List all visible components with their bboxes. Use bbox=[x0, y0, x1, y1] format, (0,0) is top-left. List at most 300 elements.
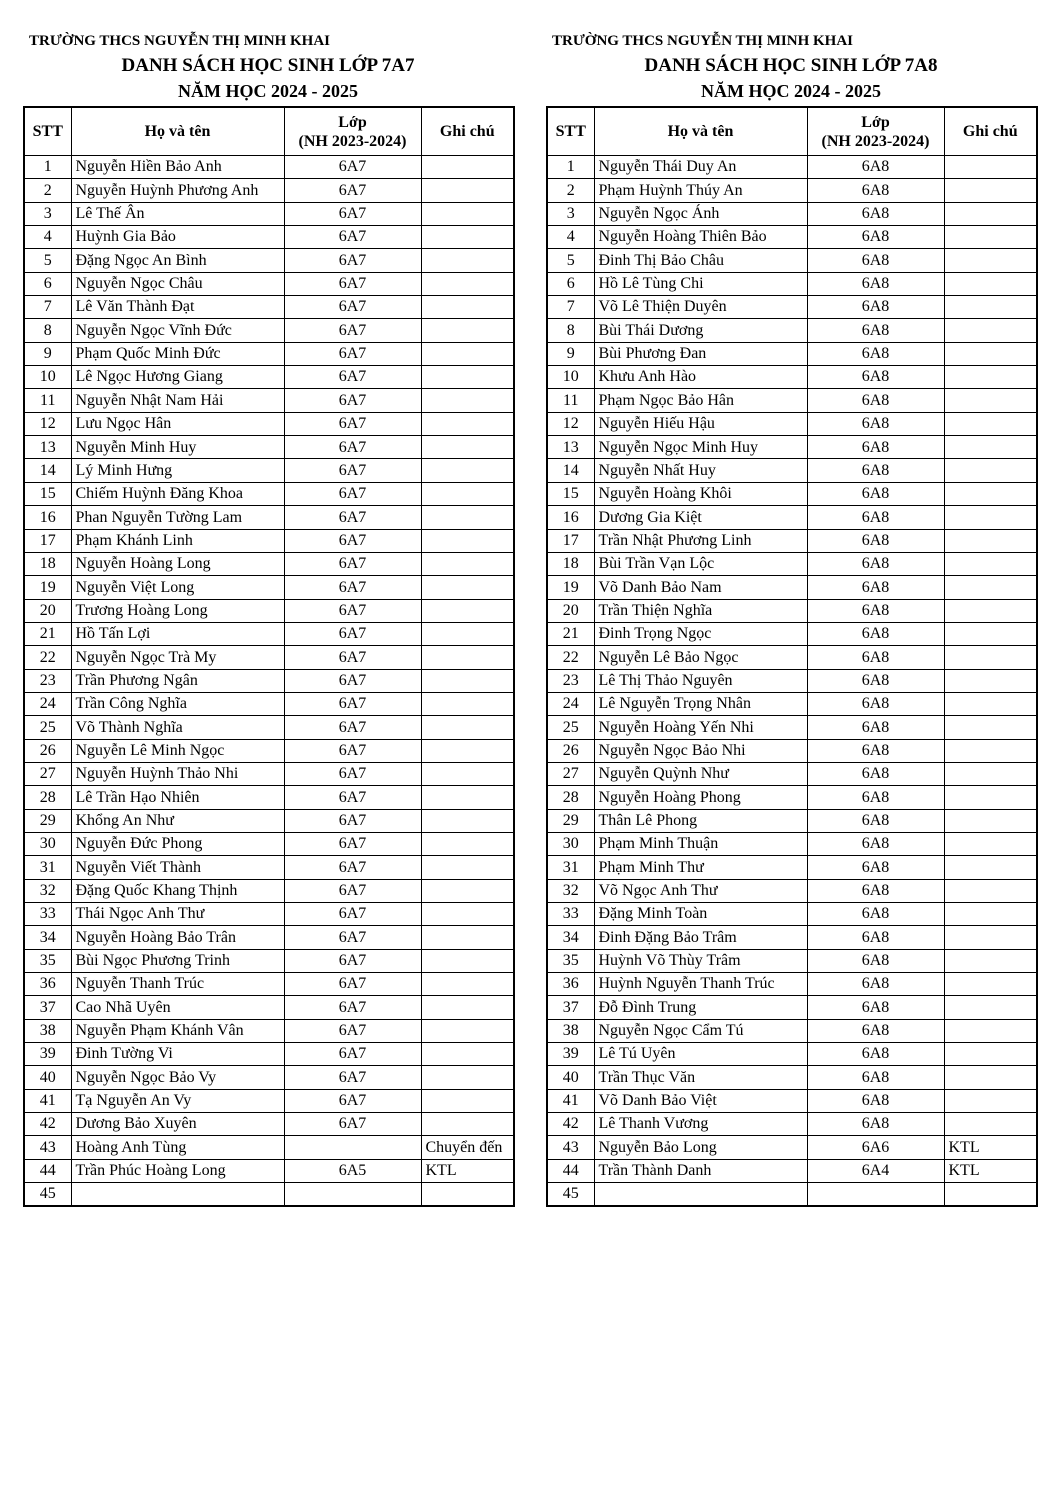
column-header-class-line2: (NH 2023-2024) bbox=[821, 132, 930, 150]
note bbox=[944, 436, 1037, 459]
note bbox=[944, 319, 1037, 342]
column-header-stt: STT bbox=[24, 107, 71, 156]
note bbox=[421, 856, 514, 879]
table-row bbox=[547, 762, 1037, 785]
student-name: Khổng An Như bbox=[71, 809, 284, 832]
student-name: Hồ Lê Tùng Chi bbox=[594, 272, 807, 295]
table-row bbox=[547, 1136, 1037, 1159]
previous-class: 6A8 bbox=[807, 482, 944, 505]
student-name: Võ Danh Bảo Việt bbox=[594, 1089, 807, 1112]
note bbox=[421, 926, 514, 949]
row-number: 33 bbox=[24, 903, 71, 926]
note bbox=[421, 506, 514, 529]
previous-class: 6A8 bbox=[807, 552, 944, 575]
student-name: Lê Thế Ân bbox=[71, 202, 284, 225]
note bbox=[421, 1066, 514, 1089]
table-row bbox=[547, 459, 1037, 482]
student-name: Nguyễn Lê Minh Ngọc bbox=[71, 739, 284, 762]
table-row bbox=[547, 856, 1037, 879]
note bbox=[421, 973, 514, 996]
column-header-class bbox=[284, 107, 421, 156]
row-number: 11 bbox=[24, 389, 71, 412]
column-header-class-line1: Lớp bbox=[861, 113, 890, 131]
row-number: 24 bbox=[24, 692, 71, 715]
note bbox=[421, 1019, 514, 1042]
row-number: 28 bbox=[547, 786, 594, 809]
row-number: 27 bbox=[547, 762, 594, 785]
table-row bbox=[24, 389, 514, 412]
student-name: Nguyễn Đức Phong bbox=[71, 832, 284, 855]
previous-class: 6A7 bbox=[284, 1019, 421, 1042]
table-row bbox=[24, 1066, 514, 1089]
previous-class: 6A7 bbox=[284, 996, 421, 1019]
note: KTL bbox=[944, 1136, 1037, 1159]
row-number: 26 bbox=[547, 739, 594, 762]
row-number: 12 bbox=[24, 412, 71, 435]
row-number: 40 bbox=[24, 1066, 71, 1089]
previous-class: 6A8 bbox=[807, 576, 944, 599]
table-row bbox=[24, 903, 514, 926]
row-number: 21 bbox=[547, 622, 594, 645]
student-name: Thái Ngọc Anh Thư bbox=[71, 903, 284, 926]
header-row bbox=[547, 107, 1037, 156]
student-name: Nguyễn Ngọc Vĩnh Đức bbox=[71, 319, 284, 342]
previous-class: 6A7 bbox=[284, 949, 421, 972]
previous-class: 6A8 bbox=[807, 832, 944, 855]
table-row bbox=[24, 1183, 514, 1206]
table-row bbox=[24, 1113, 514, 1136]
row-number: 36 bbox=[24, 973, 71, 996]
previous-class: 6A7 bbox=[284, 762, 421, 785]
note bbox=[421, 996, 514, 1019]
note bbox=[944, 1066, 1037, 1089]
table-row bbox=[24, 809, 514, 832]
student-name: Võ Lê Thiện Duyên bbox=[594, 296, 807, 319]
table-row bbox=[24, 692, 514, 715]
note bbox=[944, 692, 1037, 715]
note bbox=[421, 226, 514, 249]
student-name: Võ Thành Nghĩa bbox=[71, 716, 284, 739]
table-row bbox=[547, 832, 1037, 855]
row-number: 9 bbox=[547, 342, 594, 365]
row-number: 20 bbox=[24, 599, 71, 622]
previous-class: 6A8 bbox=[807, 973, 944, 996]
student-name: Nguyễn Hoàng Bảo Trân bbox=[71, 926, 284, 949]
row-number: 38 bbox=[547, 1019, 594, 1042]
column-header-note: Ghi chú bbox=[944, 107, 1037, 156]
student-name: Huỳnh Nguyễn Thanh Trúc bbox=[594, 973, 807, 996]
row-number: 2 bbox=[24, 179, 71, 202]
note bbox=[944, 739, 1037, 762]
note bbox=[944, 1113, 1037, 1136]
table-row bbox=[547, 926, 1037, 949]
note bbox=[944, 973, 1037, 996]
previous-class: 6A8 bbox=[807, 202, 944, 225]
table-row bbox=[24, 1089, 514, 1112]
student-name: Nguyễn Ngọc Minh Huy bbox=[594, 436, 807, 459]
student-name: Lê Ngọc Hương Giang bbox=[71, 366, 284, 389]
table-row bbox=[24, 272, 514, 295]
row-number: 16 bbox=[24, 506, 71, 529]
table-row bbox=[547, 249, 1037, 272]
row-number: 14 bbox=[547, 459, 594, 482]
row-number: 31 bbox=[24, 856, 71, 879]
table-row bbox=[547, 226, 1037, 249]
previous-class: 6A8 bbox=[807, 926, 944, 949]
previous-class: 6A8 bbox=[807, 856, 944, 879]
note bbox=[944, 856, 1037, 879]
student-name: Nguyễn Hoàng Long bbox=[71, 552, 284, 575]
previous-class: 6A8 bbox=[807, 436, 944, 459]
row-number: 7 bbox=[547, 296, 594, 319]
note bbox=[944, 786, 1037, 809]
student-name: Nguyễn Quỳnh Như bbox=[594, 762, 807, 785]
table-row bbox=[547, 1066, 1037, 1089]
row-number: 35 bbox=[547, 949, 594, 972]
previous-class: 6A7 bbox=[284, 739, 421, 762]
student-name: Hồ Tấn Lợi bbox=[71, 622, 284, 645]
note bbox=[421, 646, 514, 669]
previous-class: 6A7 bbox=[284, 552, 421, 575]
table-row bbox=[24, 622, 514, 645]
row-number: 39 bbox=[24, 1043, 71, 1066]
row-number: 7 bbox=[24, 296, 71, 319]
note bbox=[944, 646, 1037, 669]
row-number: 16 bbox=[547, 506, 594, 529]
row-number: 43 bbox=[24, 1136, 71, 1159]
student-table bbox=[23, 106, 515, 1207]
note bbox=[944, 576, 1037, 599]
column-header-name: Họ và tên bbox=[71, 107, 284, 156]
note bbox=[421, 529, 514, 552]
row-number: 36 bbox=[547, 973, 594, 996]
row-number: 44 bbox=[24, 1159, 71, 1182]
row-number: 17 bbox=[24, 529, 71, 552]
previous-class: 6A8 bbox=[807, 879, 944, 902]
note bbox=[944, 716, 1037, 739]
row-number: 45 bbox=[24, 1183, 71, 1206]
row-number: 33 bbox=[547, 903, 594, 926]
row-number: 6 bbox=[24, 272, 71, 295]
table-row bbox=[547, 389, 1037, 412]
table-row bbox=[547, 436, 1037, 459]
table-row bbox=[24, 412, 514, 435]
previous-class: 6A8 bbox=[807, 156, 944, 179]
previous-class: 6A8 bbox=[807, 809, 944, 832]
student-name: Nguyễn Viết Thành bbox=[71, 856, 284, 879]
table-row bbox=[547, 272, 1037, 295]
note bbox=[944, 342, 1037, 365]
student-name: Lê Trần Hạo Nhiên bbox=[71, 786, 284, 809]
note bbox=[944, 762, 1037, 785]
previous-class: 6A8 bbox=[807, 692, 944, 715]
table-row bbox=[547, 576, 1037, 599]
table-row bbox=[24, 739, 514, 762]
note: KTL bbox=[944, 1159, 1037, 1182]
previous-class: 6A4 bbox=[807, 1159, 944, 1182]
row-number: 19 bbox=[24, 576, 71, 599]
table-row bbox=[547, 879, 1037, 902]
row-number: 1 bbox=[547, 156, 594, 179]
previous-class: 6A7 bbox=[284, 926, 421, 949]
student-name: Tạ Nguyễn An Vy bbox=[71, 1089, 284, 1112]
student-name: Phan Nguyễn Tường Lam bbox=[71, 506, 284, 529]
note bbox=[421, 762, 514, 785]
note bbox=[944, 202, 1037, 225]
student-name: Đỗ Đình Trung bbox=[594, 996, 807, 1019]
table-row bbox=[24, 249, 514, 272]
previous-class: 6A8 bbox=[807, 529, 944, 552]
table-row bbox=[547, 1183, 1037, 1206]
previous-class: 6A6 bbox=[807, 1136, 944, 1159]
previous-class: 6A7 bbox=[284, 389, 421, 412]
student-name: Khưu Anh Hào bbox=[594, 366, 807, 389]
note bbox=[421, 179, 514, 202]
column-header-name: Họ và tên bbox=[594, 107, 807, 156]
table-row bbox=[24, 552, 514, 575]
table-row bbox=[547, 412, 1037, 435]
student-name: Đinh Đặng Bảo Trâm bbox=[594, 926, 807, 949]
previous-class: 6A8 bbox=[807, 366, 944, 389]
previous-class: 6A7 bbox=[284, 1043, 421, 1066]
student-name: Lê Nguyễn Trọng Nhân bbox=[594, 692, 807, 715]
column-header-note: Ghi chú bbox=[421, 107, 514, 156]
note bbox=[421, 832, 514, 855]
note bbox=[944, 903, 1037, 926]
table-row bbox=[24, 529, 514, 552]
table-row bbox=[24, 762, 514, 785]
row-number: 44 bbox=[547, 1159, 594, 1182]
row-number: 28 bbox=[24, 786, 71, 809]
student-table bbox=[546, 106, 1038, 1207]
table-row bbox=[547, 1089, 1037, 1112]
note bbox=[421, 1113, 514, 1136]
previous-class: 6A7 bbox=[284, 1066, 421, 1089]
note bbox=[944, 459, 1037, 482]
student-name: Đặng Ngọc An Bình bbox=[71, 249, 284, 272]
note bbox=[421, 272, 514, 295]
row-number: 26 bbox=[24, 739, 71, 762]
previous-class: 6A7 bbox=[284, 156, 421, 179]
row-number: 13 bbox=[24, 436, 71, 459]
note bbox=[421, 809, 514, 832]
previous-class: 6A7 bbox=[284, 179, 421, 202]
previous-class: 6A7 bbox=[284, 272, 421, 295]
previous-class: 6A8 bbox=[807, 506, 944, 529]
list-title: DANH SÁCH HỌC SINH LỚP 7A7 bbox=[121, 55, 415, 76]
row-number: 42 bbox=[24, 1113, 71, 1136]
previous-class: 6A8 bbox=[807, 389, 944, 412]
row-number: 24 bbox=[547, 692, 594, 715]
table-row bbox=[24, 179, 514, 202]
row-number: 41 bbox=[24, 1089, 71, 1112]
previous-class: 6A8 bbox=[807, 669, 944, 692]
row-number: 5 bbox=[547, 249, 594, 272]
note bbox=[421, 1089, 514, 1112]
student-name: Bùi Ngọc Phương Trinh bbox=[71, 949, 284, 972]
table-row bbox=[24, 436, 514, 459]
student-name: Nguyễn Việt Long bbox=[71, 576, 284, 599]
row-number: 29 bbox=[547, 809, 594, 832]
table-row bbox=[24, 366, 514, 389]
student-name: Nguyễn Ngọc Châu bbox=[71, 272, 284, 295]
note bbox=[421, 412, 514, 435]
list-title: DANH SÁCH HỌC SINH LỚP 7A8 bbox=[644, 55, 938, 76]
table-row bbox=[24, 669, 514, 692]
row-number: 34 bbox=[24, 926, 71, 949]
previous-class: 6A7 bbox=[284, 436, 421, 459]
note bbox=[421, 249, 514, 272]
row-number: 32 bbox=[547, 879, 594, 902]
previous-class: 6A8 bbox=[807, 459, 944, 482]
school-name: TRƯỜNG THCS NGUYỄN THỊ MINH KHAI bbox=[29, 33, 331, 49]
previous-class: 6A7 bbox=[284, 296, 421, 319]
table-row bbox=[24, 599, 514, 622]
table-row bbox=[547, 692, 1037, 715]
table-row bbox=[547, 202, 1037, 225]
row-number: 12 bbox=[547, 412, 594, 435]
student-name: Phạm Minh Thư bbox=[594, 856, 807, 879]
note bbox=[421, 482, 514, 505]
student-name: Nguyễn Ngọc Cẩm Tú bbox=[594, 1019, 807, 1042]
student-name: Bùi Trần Vạn Lộc bbox=[594, 552, 807, 575]
table-row bbox=[547, 739, 1037, 762]
note bbox=[421, 342, 514, 365]
table-row bbox=[24, 856, 514, 879]
table-row bbox=[24, 319, 514, 342]
student-name: Phạm Minh Thuận bbox=[594, 832, 807, 855]
table-row bbox=[24, 202, 514, 225]
row-number: 31 bbox=[547, 856, 594, 879]
note bbox=[944, 226, 1037, 249]
table-row bbox=[24, 342, 514, 365]
school-name: TRƯỜNG THCS NGUYỄN THỊ MINH KHAI bbox=[552, 33, 854, 49]
row-number: 34 bbox=[547, 926, 594, 949]
header-row bbox=[24, 107, 514, 156]
student-name: Nguyễn Hoàng Thiên Bảo bbox=[594, 226, 807, 249]
student-name: Võ Danh Bảo Nam bbox=[594, 576, 807, 599]
previous-class: 6A7 bbox=[284, 366, 421, 389]
previous-class: 6A7 bbox=[284, 319, 421, 342]
student-name: Trần Phương Ngân bbox=[71, 669, 284, 692]
previous-class: 6A7 bbox=[284, 903, 421, 926]
row-number: 39 bbox=[547, 1043, 594, 1066]
row-number: 10 bbox=[547, 366, 594, 389]
student-name: Nguyễn Huỳnh Phương Anh bbox=[71, 179, 284, 202]
row-number: 15 bbox=[24, 482, 71, 505]
note bbox=[421, 156, 514, 179]
note bbox=[944, 1043, 1037, 1066]
note bbox=[944, 926, 1037, 949]
table-row bbox=[547, 529, 1037, 552]
previous-class: 6A8 bbox=[807, 1089, 944, 1112]
student-name: Cao Nhã Uyên bbox=[71, 996, 284, 1019]
note: KTL bbox=[421, 1159, 514, 1182]
student-name: Lê Thanh Vương bbox=[594, 1113, 807, 1136]
previous-class bbox=[284, 1183, 421, 1206]
note bbox=[944, 552, 1037, 575]
student-name: Nguyễn Bảo Long bbox=[594, 1136, 807, 1159]
previous-class: 6A7 bbox=[284, 1113, 421, 1136]
row-number: 45 bbox=[547, 1183, 594, 1206]
previous-class: 6A8 bbox=[807, 996, 944, 1019]
table-row bbox=[547, 716, 1037, 739]
table-row bbox=[547, 599, 1037, 622]
previous-class: 6A7 bbox=[284, 646, 421, 669]
student-name: Nguyễn Ngọc Trà My bbox=[71, 646, 284, 669]
column-header-class-line1: Lớp bbox=[338, 113, 367, 131]
row-number: 15 bbox=[547, 482, 594, 505]
student-name: Đinh Thị Bảo Châu bbox=[594, 249, 807, 272]
table-row bbox=[24, 832, 514, 855]
row-number: 35 bbox=[24, 949, 71, 972]
student-name: Bùi Phương Đan bbox=[594, 342, 807, 365]
previous-class: 6A7 bbox=[284, 622, 421, 645]
previous-class bbox=[284, 1136, 421, 1159]
note bbox=[421, 436, 514, 459]
row-number: 25 bbox=[547, 716, 594, 739]
note bbox=[421, 786, 514, 809]
row-number: 17 bbox=[547, 529, 594, 552]
note bbox=[421, 389, 514, 412]
previous-class: 6A8 bbox=[807, 1113, 944, 1136]
table-row bbox=[547, 903, 1037, 926]
note bbox=[944, 389, 1037, 412]
table-row bbox=[24, 506, 514, 529]
note bbox=[944, 622, 1037, 645]
note bbox=[421, 202, 514, 225]
note bbox=[944, 879, 1037, 902]
student-name: Nguyễn Huỳnh Thảo Nhi bbox=[71, 762, 284, 785]
table-row bbox=[547, 482, 1037, 505]
row-number: 4 bbox=[24, 226, 71, 249]
row-number: 8 bbox=[24, 319, 71, 342]
student-name: Nguyễn Ngọc Ánh bbox=[594, 202, 807, 225]
table-row bbox=[24, 576, 514, 599]
row-number: 13 bbox=[547, 436, 594, 459]
student-name: Phạm Huỳnh Thúy An bbox=[594, 179, 807, 202]
student-name: Phạm Ngọc Bảo Hân bbox=[594, 389, 807, 412]
student-name bbox=[71, 1183, 284, 1206]
row-number: 37 bbox=[547, 996, 594, 1019]
table-row bbox=[547, 319, 1037, 342]
note bbox=[944, 249, 1037, 272]
previous-class: 6A8 bbox=[807, 412, 944, 435]
row-number: 6 bbox=[547, 272, 594, 295]
table-row bbox=[547, 1159, 1037, 1182]
previous-class: 6A8 bbox=[807, 249, 944, 272]
table-row bbox=[547, 156, 1037, 179]
row-number: 29 bbox=[24, 809, 71, 832]
column-header-class-line2: (NH 2023-2024) bbox=[298, 132, 407, 150]
table-row bbox=[547, 179, 1037, 202]
previous-class: 6A8 bbox=[807, 949, 944, 972]
student-name: Dương Gia Kiệt bbox=[594, 506, 807, 529]
row-number: 20 bbox=[547, 599, 594, 622]
row-number: 30 bbox=[24, 832, 71, 855]
row-number: 27 bbox=[24, 762, 71, 785]
table-row bbox=[24, 949, 514, 972]
student-name: Huỳnh Gia Bảo bbox=[71, 226, 284, 249]
row-number: 22 bbox=[547, 646, 594, 669]
previous-class: 6A7 bbox=[284, 716, 421, 739]
note bbox=[944, 669, 1037, 692]
previous-class: 6A8 bbox=[807, 319, 944, 342]
row-number: 5 bbox=[24, 249, 71, 272]
student-name: Đặng Minh Toàn bbox=[594, 903, 807, 926]
table-row bbox=[24, 226, 514, 249]
class-list-7a7 bbox=[23, 30, 513, 1207]
